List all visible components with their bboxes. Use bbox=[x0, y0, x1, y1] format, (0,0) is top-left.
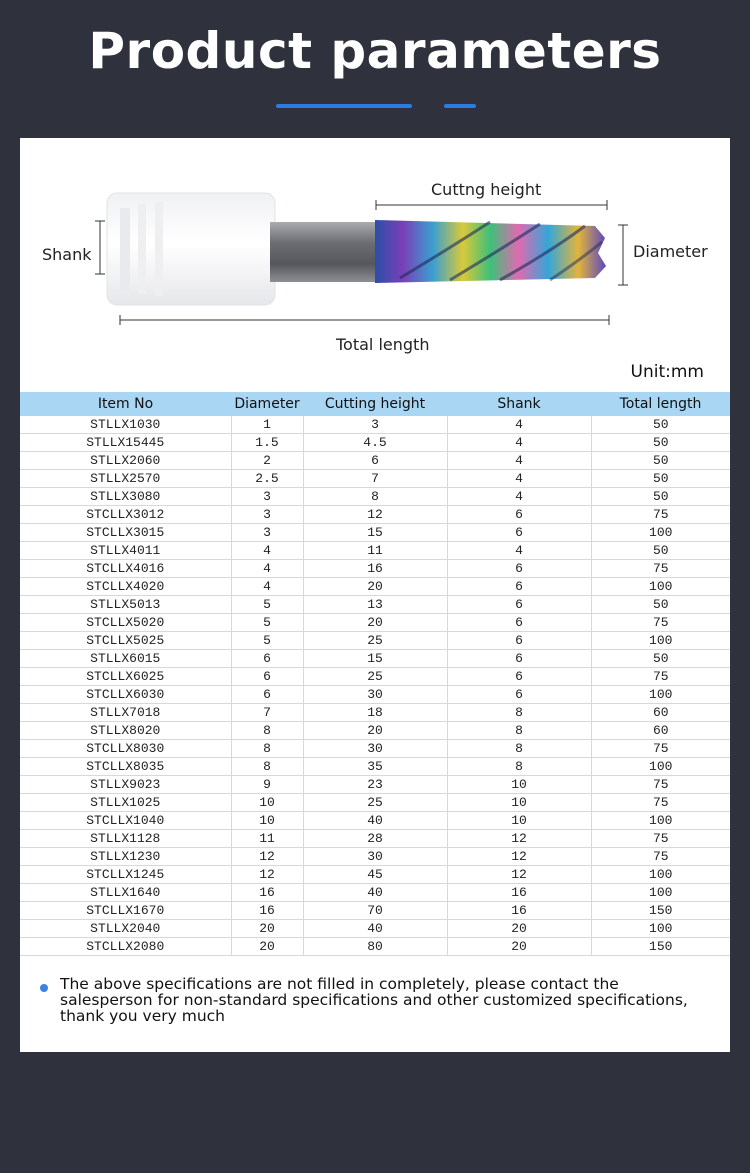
table-cell: 40 bbox=[303, 884, 447, 902]
table-cell: 15 bbox=[303, 650, 447, 668]
column-header: Diameter bbox=[231, 392, 303, 416]
table-cell: 25 bbox=[303, 632, 447, 650]
table-cell: 6 bbox=[447, 596, 591, 614]
table-cell: 80 bbox=[303, 938, 447, 956]
table-cell: STLLX4011 bbox=[20, 542, 231, 560]
table-cell: 6 bbox=[231, 650, 303, 668]
table-row bbox=[20, 560, 730, 578]
table-cell: 25 bbox=[303, 794, 447, 812]
table-row bbox=[20, 794, 730, 812]
table-cell: STLLX5013 bbox=[20, 596, 231, 614]
shank-label: Shank bbox=[42, 245, 92, 264]
table-cell: 6 bbox=[447, 632, 591, 650]
table-cell: 13 bbox=[303, 596, 447, 614]
table-row bbox=[20, 884, 730, 902]
table-cell: 3 bbox=[303, 416, 447, 434]
table-cell: 45 bbox=[303, 866, 447, 884]
table-row bbox=[20, 866, 730, 884]
end-mill-diagram bbox=[20, 138, 730, 388]
table-cell: STLLX3080 bbox=[20, 488, 231, 506]
table-cell: 100 bbox=[591, 866, 730, 884]
table-cell: 20 bbox=[303, 722, 447, 740]
column-header: Total length bbox=[591, 392, 730, 416]
table-cell: 50 bbox=[591, 542, 730, 560]
table-cell: 16 bbox=[447, 884, 591, 902]
table-row bbox=[20, 596, 730, 614]
column-header: Cutting height bbox=[303, 392, 447, 416]
table-cell: 50 bbox=[591, 452, 730, 470]
table-cell: 16 bbox=[447, 902, 591, 920]
table-cell: 30 bbox=[303, 740, 447, 758]
table-cell: STCLLX1670 bbox=[20, 902, 231, 920]
table-cell: 70 bbox=[303, 902, 447, 920]
table-cell: 100 bbox=[591, 686, 730, 704]
specification-note bbox=[40, 976, 710, 1024]
table-cell: 3 bbox=[231, 524, 303, 542]
table-cell: 75 bbox=[591, 614, 730, 632]
table-cell: 40 bbox=[303, 920, 447, 938]
table-cell: 60 bbox=[591, 722, 730, 740]
title-underline-long bbox=[276, 104, 412, 108]
table-cell: STLLX6015 bbox=[20, 650, 231, 668]
table-cell: 16 bbox=[231, 902, 303, 920]
table-cell: 8 bbox=[447, 704, 591, 722]
table-cell: 20 bbox=[231, 920, 303, 938]
table-cell: 100 bbox=[591, 812, 730, 830]
table-row bbox=[20, 920, 730, 938]
table-cell: 20 bbox=[303, 578, 447, 596]
table-cell: 100 bbox=[591, 632, 730, 650]
table-cell: 4.5 bbox=[303, 434, 447, 452]
cutting-height-label: Cuttng height bbox=[431, 180, 542, 199]
column-header: Item No bbox=[20, 392, 231, 416]
table-row bbox=[20, 488, 730, 506]
table-cell: 20 bbox=[447, 938, 591, 956]
table-cell: 5 bbox=[231, 614, 303, 632]
table-cell: STLLX1128 bbox=[20, 830, 231, 848]
table-cell: 50 bbox=[591, 650, 730, 668]
table-cell: 5 bbox=[231, 596, 303, 614]
table-cell: 60 bbox=[591, 704, 730, 722]
table-row bbox=[20, 776, 730, 794]
table-cell: STCLLX4016 bbox=[20, 560, 231, 578]
table-cell: 4 bbox=[447, 470, 591, 488]
table-cell: 12 bbox=[231, 848, 303, 866]
table-cell: 4 bbox=[447, 488, 591, 506]
table-cell: 10 bbox=[447, 812, 591, 830]
shank-body bbox=[107, 193, 275, 305]
table-row bbox=[20, 902, 730, 920]
spec-table-body bbox=[20, 416, 730, 956]
table-cell: STCLLX2080 bbox=[20, 938, 231, 956]
table-cell: 40 bbox=[303, 812, 447, 830]
table-cell: STCLLX6030 bbox=[20, 686, 231, 704]
table-cell: 4 bbox=[447, 542, 591, 560]
table-row bbox=[20, 758, 730, 776]
table-cell: 50 bbox=[591, 416, 730, 434]
table-cell: STLLX9023 bbox=[20, 776, 231, 794]
table-cell: 15 bbox=[303, 524, 447, 542]
table-cell: 6 bbox=[303, 452, 447, 470]
table-row bbox=[20, 668, 730, 686]
table-cell: 75 bbox=[591, 506, 730, 524]
table-cell: 20 bbox=[231, 938, 303, 956]
table-cell: 12 bbox=[447, 830, 591, 848]
table-cell: 11 bbox=[303, 542, 447, 560]
shank-groove bbox=[155, 202, 163, 296]
table-cell: 5 bbox=[231, 632, 303, 650]
table-cell: 30 bbox=[303, 848, 447, 866]
table-cell: 12 bbox=[231, 866, 303, 884]
table-cell: 20 bbox=[303, 614, 447, 632]
table-cell: 23 bbox=[303, 776, 447, 794]
table-cell: 100 bbox=[591, 578, 730, 596]
spec-table bbox=[20, 392, 730, 956]
table-cell: 18 bbox=[303, 704, 447, 722]
table-cell: 4 bbox=[231, 542, 303, 560]
table-cell: STCLLX1245 bbox=[20, 866, 231, 884]
table-cell: 10 bbox=[231, 794, 303, 812]
table-cell: 10 bbox=[447, 776, 591, 794]
shank-groove bbox=[138, 204, 146, 294]
table-cell: 100 bbox=[591, 884, 730, 902]
table-cell: 12 bbox=[447, 866, 591, 884]
table-row bbox=[20, 452, 730, 470]
table-row bbox=[20, 686, 730, 704]
table-cell: STLLX1030 bbox=[20, 416, 231, 434]
table-row bbox=[20, 938, 730, 956]
table-cell: 4 bbox=[231, 578, 303, 596]
table-cell: STLLX2040 bbox=[20, 920, 231, 938]
table-cell: 6 bbox=[447, 614, 591, 632]
table-cell: STLLX1230 bbox=[20, 848, 231, 866]
table-row bbox=[20, 542, 730, 560]
table-cell: 2 bbox=[231, 452, 303, 470]
table-cell: 10 bbox=[447, 794, 591, 812]
table-cell: 100 bbox=[591, 524, 730, 542]
table-cell: 25 bbox=[303, 668, 447, 686]
table-cell: STLLX2060 bbox=[20, 452, 231, 470]
table-cell: 150 bbox=[591, 938, 730, 956]
table-cell: 11 bbox=[231, 830, 303, 848]
table-row bbox=[20, 416, 730, 434]
table-cell: STCLLX1040 bbox=[20, 812, 231, 830]
table-cell: 1.5 bbox=[231, 434, 303, 452]
table-cell: 6 bbox=[447, 686, 591, 704]
bullet-icon bbox=[40, 984, 48, 992]
table-cell: 4 bbox=[447, 416, 591, 434]
table-cell: 12 bbox=[447, 848, 591, 866]
table-cell: 75 bbox=[591, 848, 730, 866]
table-cell: 7 bbox=[231, 704, 303, 722]
table-cell: STLLX1640 bbox=[20, 884, 231, 902]
table-row bbox=[20, 434, 730, 452]
table-cell: 3 bbox=[231, 488, 303, 506]
table-cell: 3 bbox=[231, 506, 303, 524]
column-header: Shank bbox=[447, 392, 591, 416]
table-cell: STLLX2570 bbox=[20, 470, 231, 488]
table-cell: 4 bbox=[231, 560, 303, 578]
table-cell: 10 bbox=[231, 812, 303, 830]
table-row bbox=[20, 704, 730, 722]
table-cell: 75 bbox=[591, 776, 730, 794]
table-cell: STCLLX3015 bbox=[20, 524, 231, 542]
table-cell: STCLLX8035 bbox=[20, 758, 231, 776]
table-cell: 6 bbox=[447, 650, 591, 668]
table-cell: 28 bbox=[303, 830, 447, 848]
diameter-label: Diameter bbox=[633, 242, 708, 261]
table-cell: 30 bbox=[303, 686, 447, 704]
table-cell: STLLX7018 bbox=[20, 704, 231, 722]
unit-label: Unit:mm bbox=[630, 362, 704, 382]
table-cell: 75 bbox=[591, 830, 730, 848]
table-cell: 4 bbox=[447, 452, 591, 470]
table-cell: STCLLX3012 bbox=[20, 506, 231, 524]
table-cell: 1 bbox=[231, 416, 303, 434]
table-row bbox=[20, 812, 730, 830]
table-cell: STLLX15445 bbox=[20, 434, 231, 452]
table-row bbox=[20, 722, 730, 740]
table-cell: 75 bbox=[591, 668, 730, 686]
table-cell: 6 bbox=[447, 524, 591, 542]
table-cell: 8 bbox=[447, 758, 591, 776]
table-cell: 35 bbox=[303, 758, 447, 776]
table-header-row bbox=[20, 392, 730, 416]
table-cell: 75 bbox=[591, 560, 730, 578]
table-cell: 8 bbox=[303, 488, 447, 506]
table-row bbox=[20, 524, 730, 542]
table-cell: 8 bbox=[231, 740, 303, 758]
table-cell: STLLX8020 bbox=[20, 722, 231, 740]
shank-groove bbox=[120, 208, 130, 290]
table-row bbox=[20, 632, 730, 650]
table-row bbox=[20, 470, 730, 488]
table-cell: 2.5 bbox=[231, 470, 303, 488]
table-cell: 50 bbox=[591, 488, 730, 506]
title-underline-short bbox=[444, 104, 476, 108]
table-cell: 6 bbox=[231, 668, 303, 686]
table-cell: 4 bbox=[447, 434, 591, 452]
table-row bbox=[20, 650, 730, 668]
table-cell: 9 bbox=[231, 776, 303, 794]
table-cell: 75 bbox=[591, 794, 730, 812]
table-row bbox=[20, 740, 730, 758]
page-title: Product parameters bbox=[88, 22, 662, 80]
table-cell: STCLLX5020 bbox=[20, 614, 231, 632]
table-row bbox=[20, 614, 730, 632]
table-cell: 50 bbox=[591, 470, 730, 488]
table-cell: 6 bbox=[447, 506, 591, 524]
table-cell: 6 bbox=[447, 578, 591, 596]
table-row bbox=[20, 506, 730, 524]
table-cell: 100 bbox=[591, 758, 730, 776]
table-cell: 150 bbox=[591, 902, 730, 920]
table-cell: 100 bbox=[591, 920, 730, 938]
table-cell: STCLLX6025 bbox=[20, 668, 231, 686]
table-cell: 16 bbox=[231, 884, 303, 902]
table-cell: STCLLX5025 bbox=[20, 632, 231, 650]
table-cell: 50 bbox=[591, 434, 730, 452]
table-row bbox=[20, 830, 730, 848]
table-cell: 50 bbox=[591, 596, 730, 614]
table-cell: 8 bbox=[447, 722, 591, 740]
table-cell: 20 bbox=[447, 920, 591, 938]
table-cell: STLLX1025 bbox=[20, 794, 231, 812]
table-cell: 7 bbox=[303, 470, 447, 488]
table-cell: 6 bbox=[231, 686, 303, 704]
tool-neck bbox=[270, 222, 380, 282]
table-cell: 8 bbox=[231, 722, 303, 740]
table-cell: STCLLX8030 bbox=[20, 740, 231, 758]
table-cell: 8 bbox=[447, 740, 591, 758]
total-length-label: Total length bbox=[336, 335, 430, 354]
table-cell: 6 bbox=[447, 560, 591, 578]
table-cell: 6 bbox=[447, 668, 591, 686]
table-cell: 75 bbox=[591, 740, 730, 758]
table-row bbox=[20, 578, 730, 596]
table-cell: 12 bbox=[303, 506, 447, 524]
parameters-card bbox=[20, 138, 730, 1052]
table-row bbox=[20, 848, 730, 866]
note-text: The above specifications are not filled in completely, please contact the salesperson for non-standard specifications and other customized specifications, thank you very much bbox=[60, 975, 688, 1025]
table-cell: 8 bbox=[231, 758, 303, 776]
table-cell: 16 bbox=[303, 560, 447, 578]
table-cell: STCLLX4020 bbox=[20, 578, 231, 596]
